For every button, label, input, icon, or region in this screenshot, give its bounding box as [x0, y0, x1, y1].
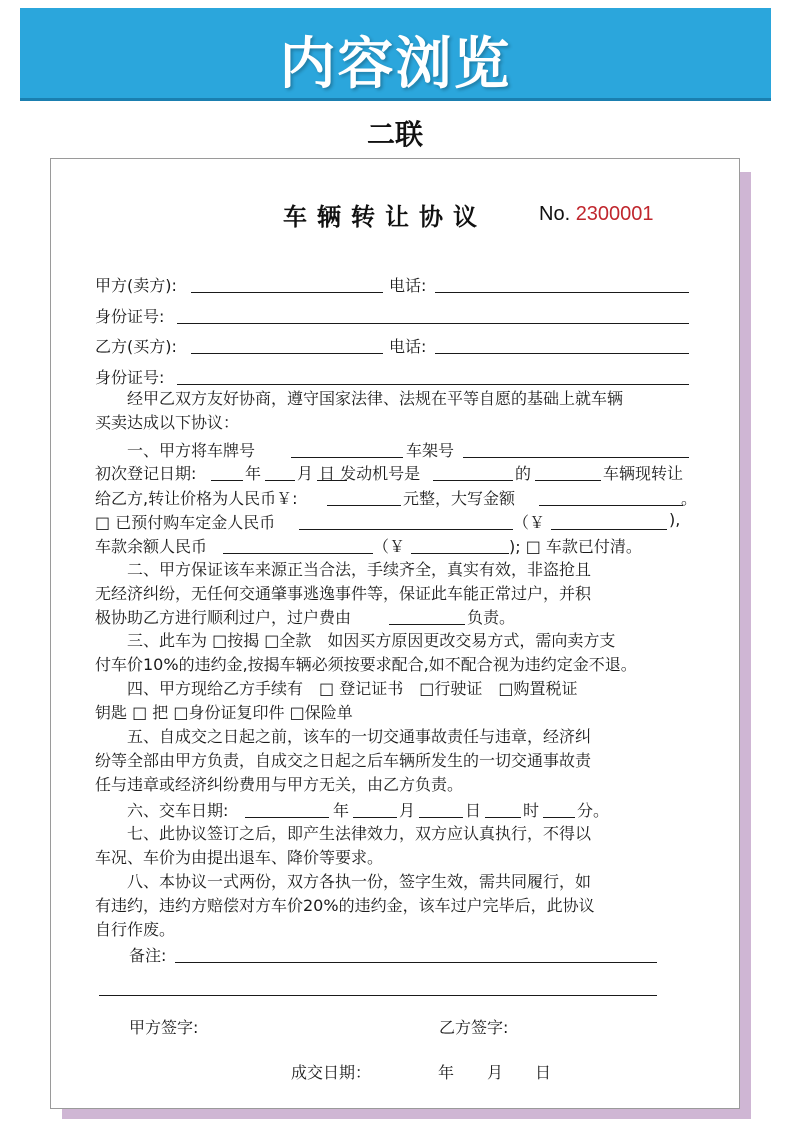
price-words-line[interactable] [539, 505, 683, 506]
doc-title: 车辆转让协议 [283, 203, 487, 231]
balance-paid[interactable]: ); □ 车款已付清。 [509, 537, 642, 556]
price-line[interactable] [327, 505, 401, 506]
transfer-fee-line[interactable] [389, 624, 465, 625]
clause5-line-1: 五、自成交之日起之前，该车的一切交通事故责任与违章，经济纠 [95, 727, 592, 746]
delivery-day-label: 日 [465, 801, 482, 820]
plate-line[interactable] [291, 457, 403, 458]
phone2-label: 电话: [389, 337, 427, 356]
balance-yen-label: （￥ [373, 537, 406, 556]
doc-number-value: 2300001 [575, 203, 654, 225]
reg-year-label: 年 [245, 464, 262, 483]
doc-number [539, 203, 654, 226]
price-words-label: 元整，大写金额 [403, 489, 516, 508]
clause2-line-3-end: 负责。 [467, 608, 516, 627]
engine-label: 日 发动机号是 [319, 464, 421, 483]
copy-label: 二联 [366, 118, 423, 151]
delivery-hour-label: 时 [523, 801, 540, 820]
id1-label: 身份证号: [95, 307, 165, 326]
reg-month-label: 月 [297, 464, 314, 483]
deal-date-label: 成交日期： [291, 1063, 372, 1082]
delivery-day-line[interactable] [419, 817, 463, 818]
transfer-label: 车辆现转让 [603, 464, 684, 483]
sign-b-label: 乙方签字: [439, 1018, 509, 1037]
deposit-yen-line[interactable] [551, 529, 667, 530]
vehicle-line[interactable] [535, 480, 601, 481]
clause5-line-2: 纷等全部由甲方负责，自成交之日起之后车辆所发生的一切交通事故责 [95, 751, 592, 770]
remark-line[interactable] [175, 962, 657, 963]
clause7-line-2: 车况、车价为由提出退车、降价等要求。 [95, 848, 384, 867]
clause1-vin-label: 车架号 [406, 441, 455, 460]
deposit-line[interactable] [299, 529, 513, 530]
delivery-month-line[interactable] [353, 817, 397, 818]
engine-of-label: 的 [515, 464, 532, 483]
deposit-label[interactable]: □ 已预付购车定金人民币 [95, 513, 276, 532]
reg-year-line[interactable] [211, 480, 243, 481]
header-banner [20, 8, 771, 101]
agreement-sheet [50, 158, 740, 1109]
reg-month-line[interactable] [265, 480, 295, 481]
sign-a-label: 甲方签字: [129, 1018, 199, 1037]
clause8-line-3: 自行作废。 [95, 920, 176, 939]
clause3-line-2: 付车价10%的违约金,按揭车辆必须按要求配合,如不配合视为违约定金不退。 [95, 655, 637, 674]
balance-yen-line[interactable] [411, 553, 509, 554]
party-a-line[interactable] [191, 292, 383, 293]
phone2-line[interactable] [435, 353, 689, 354]
deposit-yen-label: （￥ [513, 513, 546, 532]
phone1-label: 电话: [389, 276, 427, 295]
deal-date-day: 日 [535, 1063, 552, 1082]
clause7-line-1: 七、此协议签订之后，即产生法律效力，双方应认真执行，不得以 [95, 824, 592, 843]
remark-label: 备注: [129, 946, 167, 965]
delivery-year-label: 年 [333, 801, 350, 820]
party-a-label: 甲方(卖方): [95, 276, 177, 295]
clause4-line-2[interactable]: 钥匙 □ 把 □身份证复印件 □保险单 [95, 703, 353, 722]
remark-line-2[interactable] [99, 995, 657, 996]
party-b-line[interactable] [191, 353, 383, 354]
delivery-month-label: 月 [399, 801, 416, 820]
deal-date-year: 年 [438, 1063, 455, 1082]
delivery-year-line[interactable] [245, 817, 329, 818]
delivery-minute-line[interactable] [543, 817, 575, 818]
delivery-hour-line[interactable] [485, 817, 521, 818]
deal-date-month: 月 [487, 1063, 504, 1082]
price-label: 给乙方,转让价格为人民币￥: [95, 489, 298, 508]
doc-number-prefix: No. [539, 203, 571, 225]
clause2-line-1: 二、甲方保证该车来源正当合法，手续齐全，真实有效，非盗抢且 [95, 560, 592, 579]
clause3-line-1[interactable]: 三、此车为 □按揭 □全款 如因买方原因更改交易方式，需向卖方支 [95, 631, 616, 650]
clause5-line-3: 任与违章或经济纠纷费用与甲方无关，由乙方负责。 [95, 775, 464, 794]
clause2-line-3: 极协助乙方进行顺利过户，过户费由 [95, 608, 352, 627]
clause1-plate-label: 一、甲方将车牌号 [95, 441, 256, 460]
party-b-label: 乙方(买方): [95, 337, 177, 356]
clause2-line-2: 无经济纠纷，无任何交通肇事逃逸事件等，保证此车能正常过户，并积 [95, 584, 592, 603]
id1-line[interactable] [177, 323, 689, 324]
phone1-line[interactable] [435, 292, 689, 293]
clause4-line-1[interactable]: 四、甲方现给乙方手续有 □ 登记证书 □行驶证 □购置税证 [95, 679, 578, 698]
reg-date-label: 初次登记日期: [95, 464, 197, 483]
banner-title: 内容浏览 [279, 32, 512, 97]
clause8-line-2: 有违约，违约方赔偿对方车价20%的违约金，该车过户完毕后，此协议 [95, 896, 595, 915]
intro-line-2: 买卖达成以下协议： [95, 413, 240, 432]
delivery-minute-label: 分。 [577, 801, 610, 820]
intro-line-1: 经甲乙双方友好协商，遵守国家法律、法规在平等自愿的基础上就车辆 [95, 389, 624, 408]
deposit-end: ), [669, 510, 681, 529]
clause8-line-1: 八、本协议一式两份，双方各执一份，签字生效，需共同履行，如 [95, 872, 592, 891]
vin-line[interactable] [463, 457, 689, 458]
engine-line[interactable] [433, 480, 513, 481]
delivery-date-label: 六、交车日期: [95, 801, 229, 820]
id2-label: 身份证号: [95, 368, 165, 387]
balance-line[interactable] [223, 553, 373, 554]
balance-label: 车款余额人民币 [95, 537, 208, 556]
price-end: 。 [681, 489, 698, 508]
id2-line[interactable] [177, 384, 689, 385]
